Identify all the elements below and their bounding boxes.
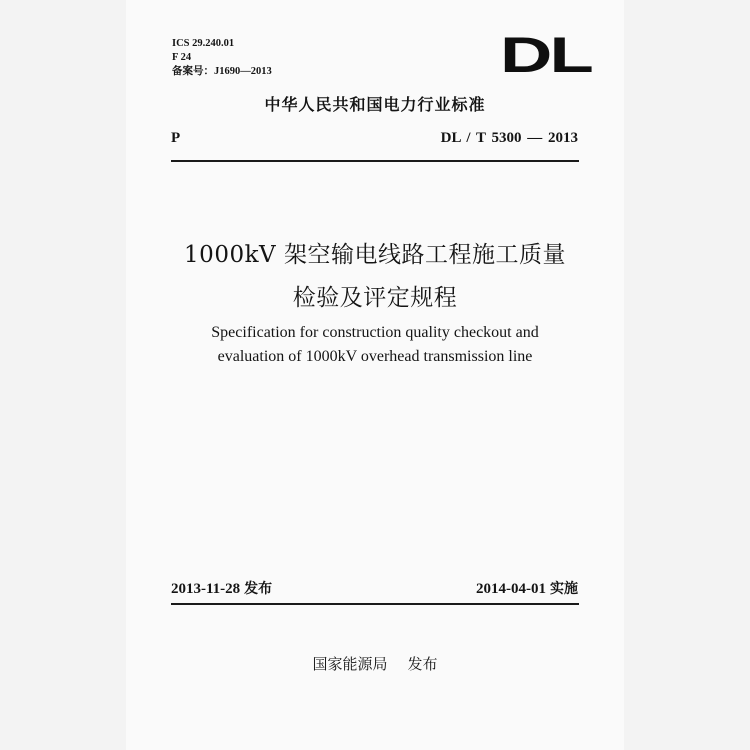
filing-number: 备案号：J1690—2013 <box>172 66 272 77</box>
category-code: F 24 <box>172 52 192 63</box>
classification-letter: P <box>171 130 181 146</box>
ics-code: ICS 29.240.01 <box>172 38 235 49</box>
implement-date-block <box>476 578 578 598</box>
background-right <box>624 0 750 750</box>
metadata-block <box>172 37 272 79</box>
standard-code: DL / T 5300 — 2013 <box>440 130 578 146</box>
title-en-line1: Specification for construction quality checkout and <box>211 324 539 341</box>
title-en <box>126 321 624 369</box>
bottom-divider <box>171 603 579 605</box>
publisher-block <box>126 653 624 674</box>
standard-name: 中华人民共和国电力行业标准 <box>264 95 486 114</box>
title-cn-line2: 检验及评定规程 <box>292 285 458 311</box>
issue-label: 发布 <box>244 581 273 597</box>
issue-date: 2013-11-28 <box>171 581 241 597</box>
title-cn-line1: 1000kV 架空输电线路工程施工质量 <box>184 242 566 268</box>
dl-logo: DL <box>500 27 591 83</box>
title-en-line2: evaluation of 1000kV overhead transmission line <box>217 348 533 365</box>
top-divider <box>171 160 579 162</box>
implement-date: 2014-04-01 <box>476 581 546 597</box>
publisher-name: 国家能源局 <box>312 655 388 673</box>
background-left <box>0 0 126 750</box>
implement-label: 实施 <box>550 581 578 597</box>
issue-date-block <box>171 578 272 598</box>
publisher-label: 发布 <box>407 655 438 673</box>
